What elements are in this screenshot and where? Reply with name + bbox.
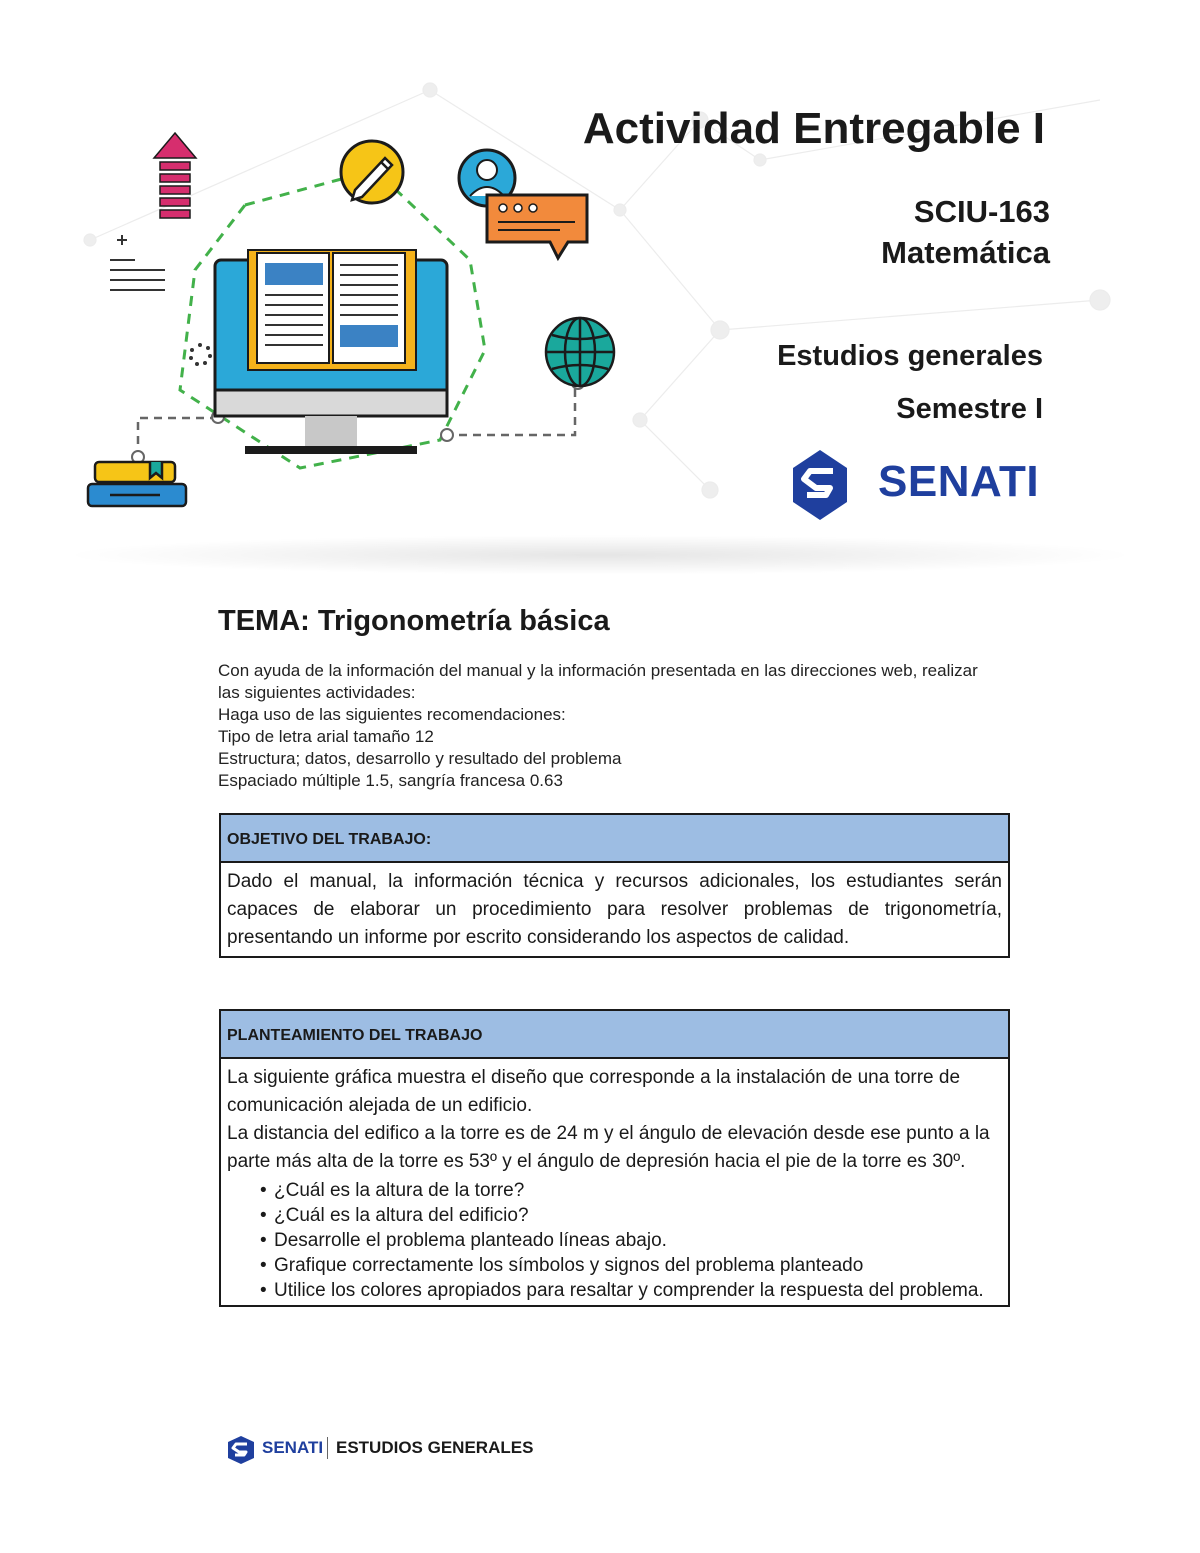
footer-logo-text: SENATI	[262, 1438, 324, 1457]
footer-divider	[327, 1437, 328, 1459]
objective-heading: OBJETIVO DEL TRABAJO:	[221, 815, 1008, 863]
topic-heading: TEMA: Trigonometría básica	[218, 605, 610, 637]
list-item: • ¿Cuál es la altura de la torre?	[274, 1178, 1002, 1203]
list-item: • ¿Cuál es la altura del edificio?	[274, 1203, 1002, 1228]
up-arrow-icon	[154, 133, 196, 218]
instructions	[218, 660, 988, 792]
semester-label: Semestre I	[896, 393, 1043, 425]
statement-heading: PLANTEAMIENTO DEL TRABAJO	[221, 1011, 1008, 1059]
question-list	[227, 1178, 1002, 1303]
course-code: SCIU-163	[913, 194, 1050, 229]
statement-paragraph: La distancia del edifico a la torre es de 24 m y el ángulo de elevación desde ese punto a la parte más alta de la torre es 53º y el ángulo de depresión hacia el pie de la torre es 30º.	[227, 1123, 990, 1172]
senati-logo-icon	[793, 450, 847, 520]
list-item: • Grafique correctamente los símbolos y signos del problema planteado	[274, 1253, 1002, 1278]
instruction-line: Espaciado múltiple 1.5, sangría francesa 0.63	[218, 771, 563, 790]
statement-paragraph: La siguiente gráfica muestra el diseño que corresponde a la instalación de una torre de comunicación alejada de un edificio.	[227, 1067, 961, 1116]
list-item: • Desarrolle el problema planteado líneas abajo.	[274, 1228, 1002, 1253]
statement-table	[219, 1009, 1010, 1307]
statement-body	[221, 1059, 1008, 1305]
header-shadow	[60, 535, 1140, 575]
list-item: • Utilice los colores apropiados para resaltar y comprender la respuesta del problema.	[274, 1278, 1002, 1303]
open-book-icon	[248, 250, 416, 370]
text-lines-icon	[110, 235, 165, 290]
chat-bubble-icon	[487, 195, 587, 258]
senati-logo-text: SENATI	[878, 457, 1040, 506]
globe-icon	[546, 318, 614, 386]
books-icon	[88, 462, 186, 506]
footer-logo-icon	[227, 1436, 255, 1464]
program-name: Estudios generales	[777, 340, 1043, 372]
instruction-line: Haga uso de las siguientes recomendaciones:	[218, 705, 566, 724]
objective-table	[219, 813, 1010, 958]
loading-icon	[189, 343, 212, 366]
pencil-icon	[341, 141, 403, 203]
page-title: Actividad Entregable I	[582, 104, 1045, 153]
course-name: Matemática	[881, 235, 1050, 270]
instruction-line: Con ayuda de la información del manual y la información presentada en las direcciones web, realizar las siguientes actividades:	[218, 661, 978, 702]
instruction-line: Estructura; datos, desarrollo y resultado del problema	[218, 749, 622, 768]
instruction-line: Tipo de letra arial tamaño 12	[218, 727, 434, 746]
objective-body: Dado el manual, la información técnica y recursos adicionales, los estudiantes serán capaces de elaborar un procedimiento para resolver problemas de trigonometría, presentando un informe por escrito considerando los aspectos de calidad.	[227, 871, 1002, 948]
footer-section: ESTUDIOS GENERALES	[336, 1438, 534, 1457]
